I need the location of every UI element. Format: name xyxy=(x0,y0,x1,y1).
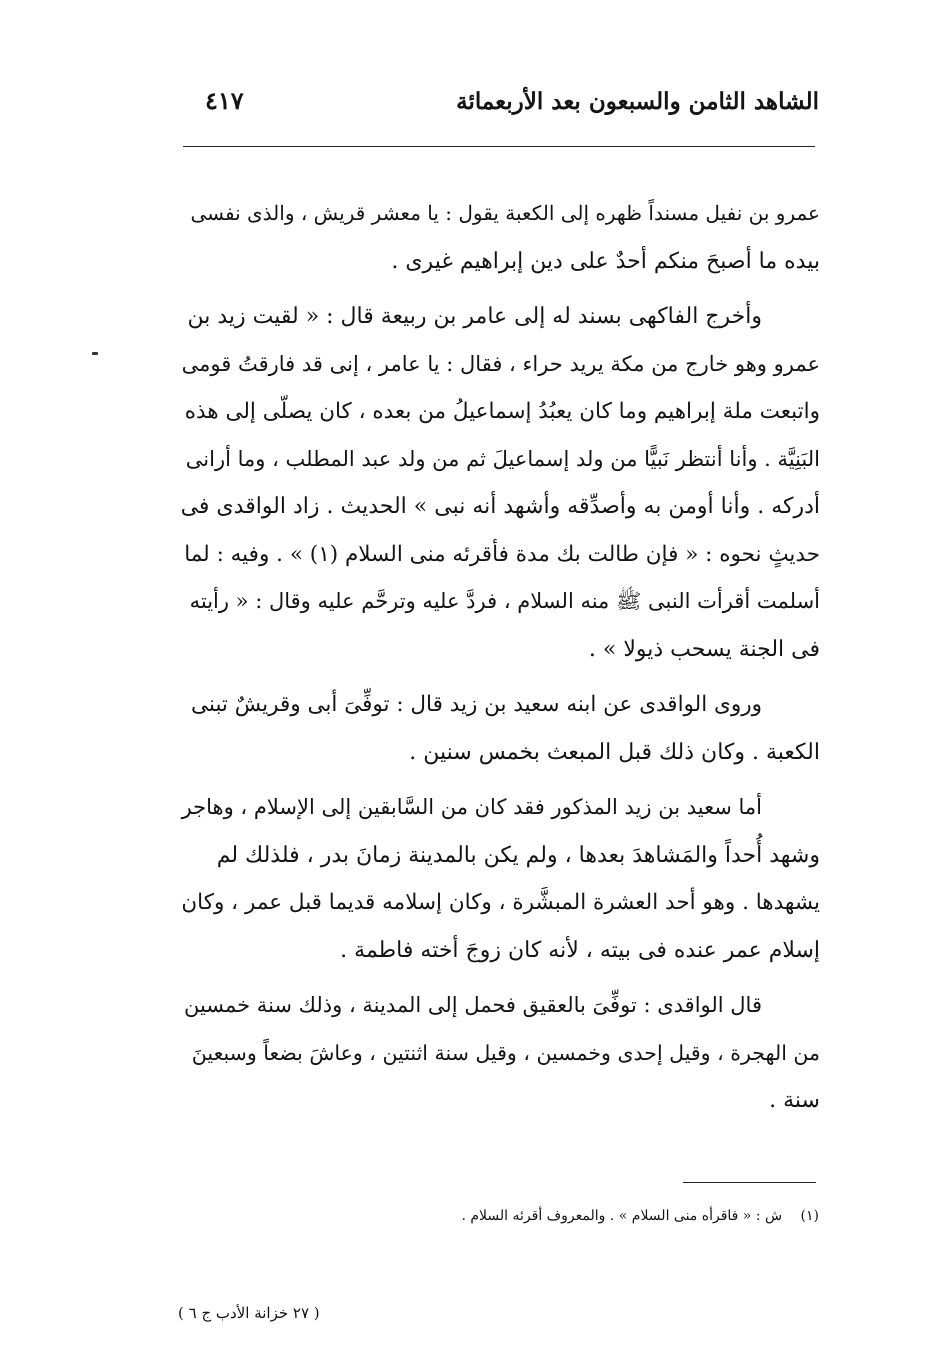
text-line: البَنِيَّة . وأنا أنتظر نَبيًّا من ولد إسماعيلَ ثم من ولد عبد المطلب ، وما أرانى xyxy=(185,446,820,471)
text-line: أدركه . وأنا أومن به وأصدِّقه وأشهد أنه نبى » الحديث . زاد الواقدى فى xyxy=(180,494,820,519)
footnote-rule xyxy=(683,1182,816,1183)
paragraph xyxy=(180,190,820,285)
text-line: أما سعيد بن زيد المذكور فقد كان من السَّابقين إلى الإسلام ، وهاجر xyxy=(181,795,762,819)
footnote-marker: (١) xyxy=(800,1208,819,1224)
paragraph xyxy=(180,293,820,673)
footnote-text: ش : « فاقرأه منى السلام » . والمعروف أقرئه السلام . xyxy=(461,1208,783,1224)
text-line: وروى الواقدى عن ابنه سعيد بن زيد قال : توفِّىَ أبى وقريشٌ تبنى xyxy=(191,692,762,717)
text-line: عمرو بن نفيل مسنداً ظهره إلى الكعبة يقول : يا معشر قريش ، والذى نفسى xyxy=(190,201,820,225)
text-line: واتبعت ملة إبراهيم وما كان يعبُدُ إسماعيلُ من بعده ، كان يصلّى إلى هذه xyxy=(184,399,820,424)
text-line: بيده ما أصبحَ منكم أحدٌ على دين إبراهيم غيرى . xyxy=(391,248,820,274)
text-line: حديثٍ نحوه : « فإن طالت بك مدة فأقرئه منى السلام (١) » . وفيه : لما xyxy=(184,541,820,567)
margin-mark xyxy=(92,352,98,355)
paragraph xyxy=(180,982,820,1125)
text-line: من الهجرة ، وقيل إحدى وخمسين ، وقيل سنة اثنتين ، وعاشَ بضعاً وسبعينَ xyxy=(191,1040,820,1065)
text-line: أسلمت أقرأت النبى ﷺ منه السلام ، فردَّ عليه وترحَّم عليه وقال : « رأيته xyxy=(189,589,820,613)
header-rule xyxy=(183,146,815,147)
page-number: ٤١٧ xyxy=(205,86,244,115)
body-text xyxy=(180,190,820,1125)
text-line: إسلام عمر عنده فى بيته ، لأنه كان زوجَ أخته فاطمة . xyxy=(340,937,820,963)
text-line: عمرو وهو خارج من مكة يريد حراء ، فقال : يا عامر ، إنى قد فارقتُ قومى xyxy=(181,351,820,376)
paragraph xyxy=(180,681,820,776)
text-line: يشهدها . وهو أحد العشرة المبشَّرة ، وكان إسلامه قديما قبل عمر ، وكان xyxy=(181,890,820,915)
text-line: فى الجنة يسحب ذيولا » . xyxy=(588,636,820,662)
text-line: الكعبة . وكان ذلك قبل المبعث بخمس سنين . xyxy=(409,739,820,765)
text-line: سنة . xyxy=(769,1088,820,1113)
footnote xyxy=(461,1208,819,1224)
running-title: الشاهد الثامن والسبعون بعد الأربعمائة xyxy=(456,88,819,115)
text-line: وشهد أُحداً والمَشاهدَ بعدها ، ولم يكن بالمدينة زمانَ بدر ، فلذلك لم xyxy=(216,842,820,868)
paragraph xyxy=(180,784,820,974)
text-line: وأخرج الفاكهى بسند له إلى عامر بن ربيعة قال : « لقيت زيد بن xyxy=(187,304,762,329)
text-line: قال الواقدى : توفِّىَ بالعقيق فحمل إلى المدينة ، وذلك سنة خمسين xyxy=(183,993,762,1017)
printer-signature: ( ٢٧ خزانة الأدب ج ٦ ) xyxy=(178,1304,320,1322)
